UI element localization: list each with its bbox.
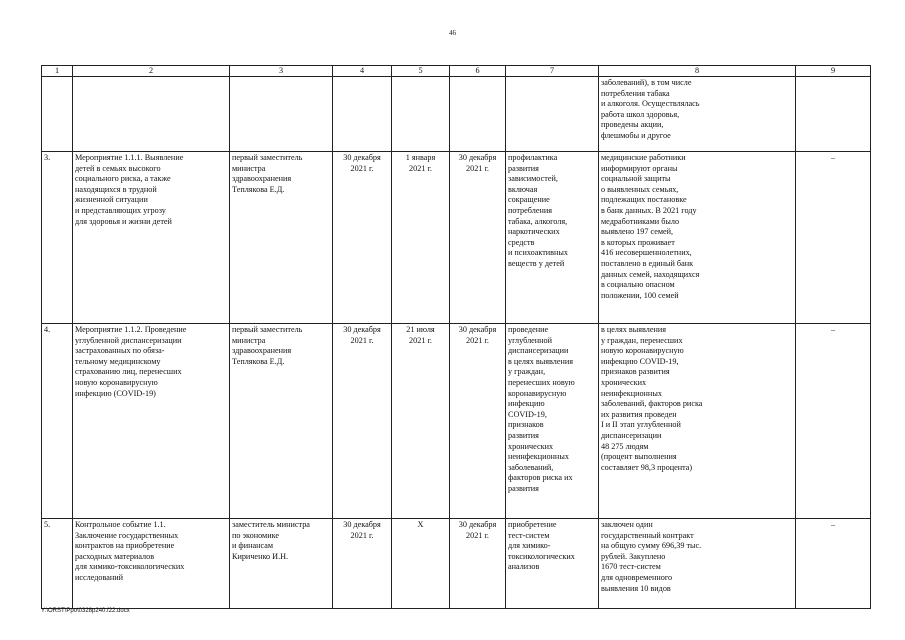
event-name-line: страхованию лиц, перенесших <box>75 367 182 377</box>
problems-note-cell <box>796 324 871 519</box>
expected-result-line: для химико- <box>508 541 551 551</box>
expected-result-line: хронических <box>508 441 554 451</box>
achieved-result-line: неинфекционных <box>601 388 662 398</box>
achieved-result-line: государственный контракт <box>601 530 694 540</box>
expected-result-line: приобретение <box>508 520 557 529</box>
responsible-person-cell <box>230 152 333 324</box>
event-name-line: расходных материалов <box>75 551 155 561</box>
table-row <box>42 324 871 519</box>
event-name-line: Мероприятие 1.1.2. Проведение <box>75 325 187 334</box>
actual-start-date-line: 21 июля <box>406 325 435 334</box>
expected-result-line: углубленной <box>508 335 553 345</box>
actual-end-date-line: 30 декабря <box>458 520 497 529</box>
expected-result-line: заболеваний, <box>508 462 554 472</box>
actual-start-date-cell <box>392 77 450 152</box>
event-name-line: детей в семьях высокого <box>75 163 161 173</box>
table-row <box>42 519 871 609</box>
achieved-result-line: проведены акции, <box>601 120 664 130</box>
expected-result-line: развития <box>508 483 539 493</box>
actual-start-date-line: 2021 г. <box>409 335 432 345</box>
expected-result-line: перенесших новую <box>508 377 575 387</box>
achieved-result-line: в которых проживает <box>601 237 675 247</box>
actual-end-date-line: 30 декабря <box>458 325 497 334</box>
achieved-result-line: 48 275 людям <box>601 441 649 451</box>
planned-end-date-line: 2021 г. <box>350 335 374 345</box>
achieved-result-line: флешмобы и другое <box>601 130 671 140</box>
planned-end-date-line: 2021 г. <box>350 163 374 173</box>
actual-start-date-cell <box>392 152 450 324</box>
expected-result-line: коронавирусную <box>508 388 567 398</box>
responsible-person-line: по экономике <box>232 530 279 540</box>
problems-note-cell <box>796 77 871 152</box>
expected-result-cell <box>506 152 599 324</box>
event-name-line: застрахованных по обяза- <box>75 346 165 356</box>
achieved-result-line: информируют органы <box>601 163 678 173</box>
achieved-result-cell <box>599 77 796 152</box>
responsible-person-line: и финансам <box>232 541 274 551</box>
event-name-cell <box>73 519 230 609</box>
expected-result-line: инфекцию <box>508 399 545 409</box>
column-number-6: 6 <box>450 66 506 77</box>
expected-result-line: развития <box>508 163 539 173</box>
responsible-person-line: министра <box>232 335 266 345</box>
achieved-result-line: выявления 10 видов <box>601 583 671 593</box>
expected-result-line: веществ у детей <box>508 258 565 268</box>
actual-start-date-cell <box>392 324 450 519</box>
planned-end-date-cell <box>333 77 392 152</box>
expected-result-line: признаков <box>508 420 544 430</box>
achieved-result-line: в социально опасном <box>601 280 675 290</box>
column-number-7: 7 <box>506 66 599 77</box>
planned-end-date-cell <box>333 152 392 324</box>
expected-result-line: развития <box>508 430 539 440</box>
responsible-person-line: Кириченко И.Н. <box>232 551 289 561</box>
achieved-result-line: в целях выявления <box>601 325 667 334</box>
column-number-8: 8 <box>599 66 796 77</box>
actual-start-date-line: Х <box>417 520 424 529</box>
achieved-result-line: составляет 98,3 процента) <box>601 462 693 472</box>
achieved-result-line: признаков развития <box>601 367 670 377</box>
problems-note: – <box>830 325 836 334</box>
problems-note-cell <box>796 519 871 609</box>
responsible-person-line: здравоохранения <box>232 346 292 356</box>
row-number-cell <box>42 324 73 519</box>
responsible-person-line: министра <box>232 163 266 173</box>
actual-end-date-cell <box>450 77 506 152</box>
expected-result-line: тест-систем <box>508 530 550 540</box>
actual-end-date-cell <box>450 324 506 519</box>
planned-end-date-cell <box>333 324 392 519</box>
expected-result-line: неинфекционных <box>508 452 569 462</box>
problems-note: – <box>830 153 836 162</box>
problems-note: – <box>830 520 836 529</box>
achieved-result-line: для одновременного <box>601 572 673 582</box>
achieved-result-line: хронических <box>601 377 647 387</box>
achieved-result-line: I и II этап углубленной <box>601 420 681 430</box>
expected-result-line: проведение <box>508 325 549 334</box>
planned-end-date-line: 2021 г. <box>350 530 374 540</box>
responsible-person-line: Теплякова Е.Д. <box>232 184 285 194</box>
event-name-line: социального риска, а также <box>75 174 171 184</box>
achieved-result-line: и алкоголя. Осуществлялась <box>601 99 700 109</box>
event-name-line: находящихся в трудной <box>75 184 157 194</box>
expected-result-line: профилактика <box>508 153 558 162</box>
achieved-result-line: 416 несовершеннолетних, <box>601 248 692 258</box>
expected-result-line: диспансеризации <box>508 346 569 356</box>
expected-result-line: токсикологических <box>508 551 575 561</box>
column-number-3: 3 <box>230 66 333 77</box>
planned-end-date-line: 30 декабря <box>343 325 381 334</box>
event-name-line: и представляющих угрозу <box>75 205 166 215</box>
column-number-5: 5 <box>392 66 450 77</box>
row-number: 4. <box>44 325 51 334</box>
achieved-result-line: заключен один <box>601 520 653 529</box>
achieved-result-line: в банк данных. В 2021 году <box>601 205 697 215</box>
responsible-person-cell <box>230 77 333 152</box>
actual-end-date-line: 2021 г. <box>466 335 489 345</box>
actual-start-date-line: 2021 г. <box>409 163 432 173</box>
column-number-2: 2 <box>73 66 230 77</box>
event-name-line: для химико-токсикологических <box>75 562 185 572</box>
achieved-result-line: инфекцию COVID-19, <box>601 356 679 366</box>
achieved-result-line: диспансеризации <box>601 430 662 440</box>
planned-end-date-cell <box>333 519 392 609</box>
achieved-result-line: данных семей, находящихся <box>601 269 700 279</box>
column-number-4: 4 <box>333 66 392 77</box>
responsible-person-cell <box>230 519 333 609</box>
achieved-result-cell <box>599 519 796 609</box>
achieved-result-line: заболеваний, факторов риска <box>601 399 703 409</box>
expected-result-line: наркотических <box>508 227 560 237</box>
expected-result-line: потребления <box>508 205 552 215</box>
expected-result-line: факторов риска их <box>508 473 573 483</box>
row-number: 3. <box>44 153 51 162</box>
event-name-line: новую коронавирусную <box>75 377 158 387</box>
event-name-line: жизненной ситуации <box>75 195 148 205</box>
row-number-cell <box>42 152 73 324</box>
expected-result-line: у граждан, <box>508 367 546 377</box>
achieved-result-line: на общую сумму 696,39 тыс. <box>601 541 702 551</box>
problems-note-cell <box>796 152 871 324</box>
achieved-result-line: (процент выполнения <box>601 452 677 462</box>
responsible-person-line: первый заместитель <box>232 153 303 162</box>
achieved-result-line: медработниками было <box>601 216 680 226</box>
expected-result-line: COVID-19, <box>508 409 547 419</box>
achieved-result-line: медицинские работники <box>601 153 686 162</box>
responsible-person-line: заместитель министра <box>232 520 310 529</box>
column-number-1: 1 <box>42 66 73 77</box>
achieved-result-line: 1670 тест-систем <box>601 562 661 572</box>
achieved-result-line: подлежащих постановке <box>601 195 687 205</box>
event-name-line: тельному медицинскому <box>75 356 161 366</box>
planned-end-date-line: 30 декабря <box>343 153 381 162</box>
achieved-result-line: у граждан, перенесших <box>601 335 683 345</box>
achieved-result-line: о выявленных семьях, <box>601 184 679 194</box>
event-name-line: Контрольное событие 1.1. <box>75 520 166 529</box>
expected-result-line: и психоактивных <box>508 248 569 258</box>
achieved-result-line: поставлено в единый банк <box>601 258 694 268</box>
event-name-line: исследований <box>75 572 124 582</box>
actual-start-date-cell <box>392 519 450 609</box>
responsible-person-line: первый заместитель <box>232 325 303 334</box>
event-name-line: контрактов на приобретение <box>75 541 175 551</box>
event-name-line: углубленной диспансеризации <box>75 335 182 345</box>
achieved-result-line: положении, 100 семей <box>601 290 679 300</box>
actual-end-date-line: 2021 г. <box>466 530 489 540</box>
expected-result-cell <box>506 324 599 519</box>
expected-result-line: в целях выявления <box>508 356 574 366</box>
expected-result-line: табака, алкоголя, <box>508 216 568 226</box>
achieved-result-line: новую коронавирусную <box>601 346 684 356</box>
event-name-line: для здоровья и жизни детей <box>75 216 172 226</box>
file-path-footer: Y:\ORST\Ppo\0328p240.f22.docx <box>41 608 130 614</box>
achieved-result-cell <box>599 152 796 324</box>
achieved-result-line: их развития проведен <box>601 409 677 419</box>
responsible-person-line: Теплякова Е.Д. <box>232 356 285 366</box>
expected-result-line: зависимостей, <box>508 174 558 184</box>
actual-end-date-line: 30 декабря <box>458 153 497 162</box>
actual-end-date-cell <box>450 519 506 609</box>
achieved-result-line: заболеваний), в том числе <box>601 78 692 87</box>
event-name-line: Заключение государственных <box>75 530 179 540</box>
event-name-line: инфекцию (COVID-19) <box>75 388 156 398</box>
event-name-cell <box>73 77 230 152</box>
header-row <box>42 66 871 77</box>
achieved-result-line: социальной защиты <box>601 174 671 184</box>
planned-end-date-line: 30 декабря <box>343 520 381 529</box>
actual-end-date-line: 2021 г. <box>466 163 489 173</box>
achieved-result-line: работа школ здоровья, <box>601 109 680 119</box>
event-name-line: Мероприятие 1.1.1. Выявление <box>75 153 184 162</box>
row-number: 5. <box>44 520 51 529</box>
responsible-person-line: здравоохранения <box>232 174 292 184</box>
row-number-cell <box>42 519 73 609</box>
actual-start-date-line: 1 января <box>405 153 436 162</box>
achieved-result-line: потребления табака <box>601 88 670 98</box>
expected-result-line: включая <box>508 184 538 194</box>
expected-result-line: анализов <box>508 562 540 572</box>
achieved-result-line: рублей. Закуплено <box>601 551 666 561</box>
expected-result-cell <box>506 77 599 152</box>
expected-result-cell <box>506 519 599 609</box>
achieved-result-line: выявлено 197 семей, <box>601 227 674 237</box>
row-number-cell <box>42 77 73 152</box>
actual-end-date-cell <box>450 152 506 324</box>
expected-result-line: средств <box>508 237 535 247</box>
responsible-person-cell <box>230 324 333 519</box>
page-number: 46 <box>449 29 456 37</box>
table-row <box>42 152 871 324</box>
achieved-result-cell <box>599 324 796 519</box>
report-table <box>41 65 871 609</box>
expected-result-line: сокращение <box>508 195 550 205</box>
table-row <box>42 77 871 152</box>
column-number-9: 9 <box>796 66 871 77</box>
event-name-cell <box>73 324 230 519</box>
event-name-cell <box>73 152 230 324</box>
